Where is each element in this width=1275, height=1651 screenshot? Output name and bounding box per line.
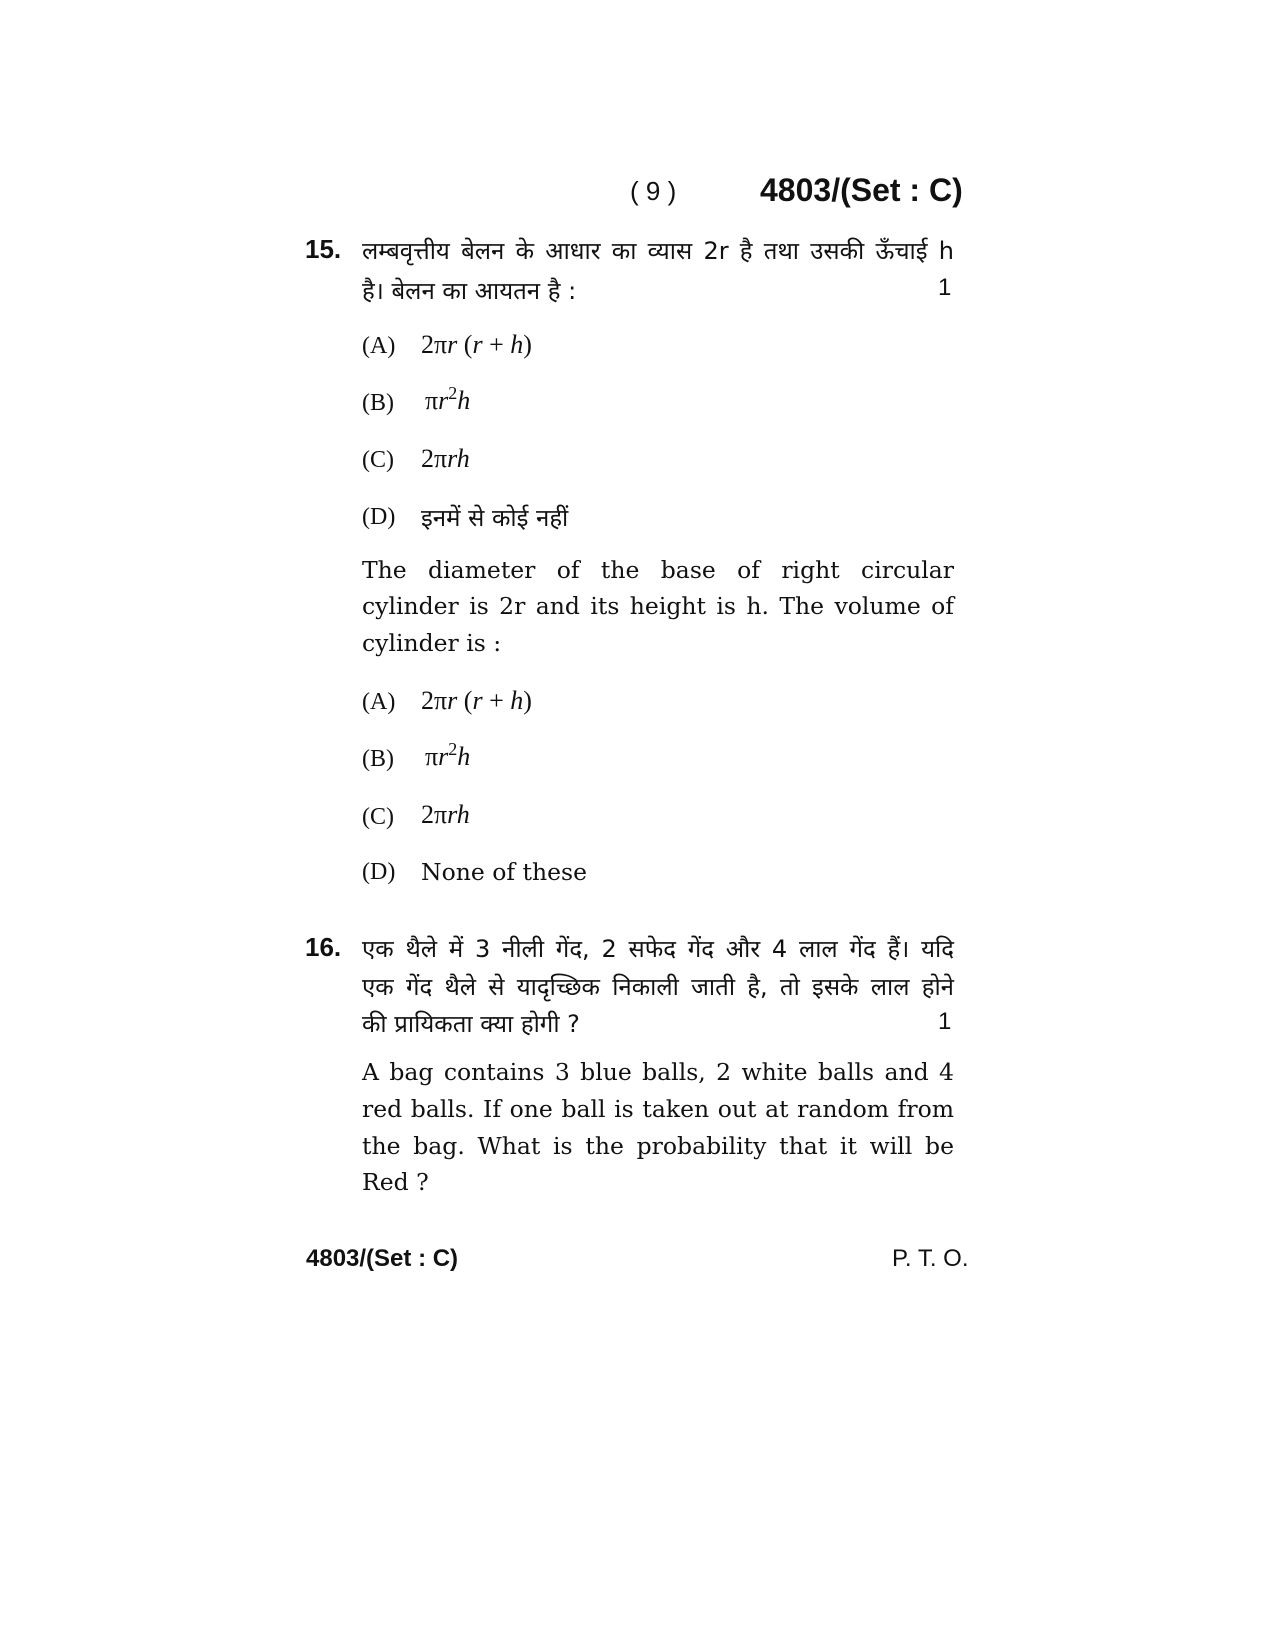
q15-hi-option-d-label: (D) <box>362 504 396 530</box>
q16-hindi-line1: एक थैले में 3 नीली गेंद, 2 सफेद गेंद और 4 लाल गेंद हैं। यदि <box>362 935 954 963</box>
q15-en-option-d-label: (D) <box>362 859 396 885</box>
q15-hi-option-b: $\pi r^2h$ <box>425 383 471 415</box>
q15-hi-option-c-label: (C) <box>362 447 394 473</box>
q15-hi-option-b-label: (B) <box>362 390 394 416</box>
q16-marks: 1 <box>938 1008 952 1035</box>
q15-marks: 1 <box>938 274 952 301</box>
q15-hindi-line2: है। बेलन का आयतन है : <box>362 277 577 305</box>
q15-en-option-a: 2πr (r + h) <box>421 686 532 715</box>
q16-hindi-line3: की प्रायिकता क्या होगी ? <box>362 1010 580 1038</box>
please-turn-over: P. T. O. <box>892 1245 969 1272</box>
q15-en-option-b: $\pi r^2h$ <box>425 739 471 771</box>
q15-en-option-a-label: (A) <box>362 689 396 715</box>
paper-code-footer: 4803/(Set : C) <box>306 1245 459 1272</box>
q16-english-line1: A bag contains 3 blue balls, 2 white balls and 4 <box>362 1058 954 1086</box>
q15-en-option-d: None of these <box>421 858 587 886</box>
q15-english-line2: cylinder is 2r and its height is h. The volume of <box>362 592 954 620</box>
q16-english-line4: Red ? <box>362 1168 429 1196</box>
q15-hindi-line1: लम्बवृत्तीय बेलन के आधार का व्यास 2r है तथा उसकी ऊँचाई h <box>362 237 954 265</box>
q15-hi-option-a: 2πr (r + h) <box>421 330 532 359</box>
q15-hi-option-a-label: (A) <box>362 333 396 359</box>
q15-en-option-b-label: (B) <box>362 746 394 772</box>
q15-number: 15. <box>305 234 342 264</box>
page-number: ( 9 ) <box>630 176 677 206</box>
q16-english-line2: red balls. If one ball is taken out at random from <box>362 1095 954 1123</box>
q16-english-line3: the bag. What is the probability that it will be <box>362 1132 954 1160</box>
q16-number: 16. <box>305 932 342 962</box>
q15-en-option-c-label: (C) <box>362 804 394 830</box>
q15-english-line1: The diameter of the base of right circular <box>362 556 954 584</box>
q15-hi-option-c: 2πrh <box>421 444 470 473</box>
q16-hindi-line2: एक गेंद थैले से यादृच्छिक निकाली जाती है, तो इसके लाल होने <box>362 973 954 1001</box>
paper-code-header: 4803/(Set : C) <box>760 172 963 208</box>
q15-english-line3: cylinder is : <box>362 629 502 657</box>
q15-en-option-c: 2πrh <box>421 800 470 829</box>
q15-hi-option-d: इनमें से कोई नहीं <box>421 504 569 532</box>
